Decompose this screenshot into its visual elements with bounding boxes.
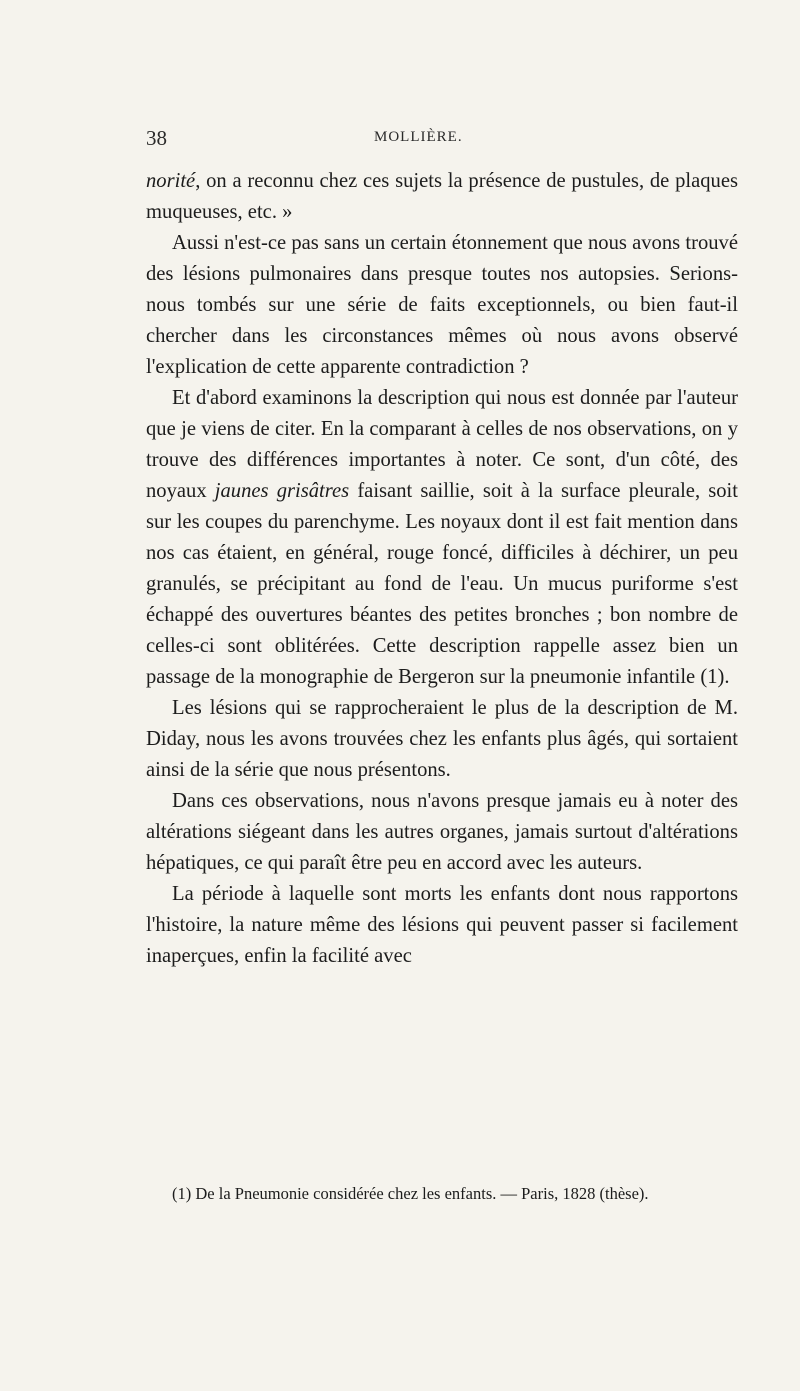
paragraph-4: Les lésions qui se rapprocheraient le plus de la description de M. Diday, nous les avons trouvées chez les enfants plus âgés, qui sortaient ainsi de la série que nous présentons.	[146, 697, 738, 781]
paragraph-3: Et d'abord examinons la description qui nous est donnée par l'auteur que je viens de citer. En la comparant à celles de nos observations, on y trouve des différences importantes à noter. Ce sont, d'un côté, des noyaux jaunes grisâtres faisant saillie, soit à la surface pleurale, soit sur les coupes du parenchyme. Les noyaux dont il est fait mention dans nos cas étaient, en général, rouge foncé, difficiles à déchirer, un peu granulés, se précipitant au fond de l'eau. Un mucus puriforme s'est échappé des ouvertures béantes des petites bronches ; bon nombre de celles-ci sont oblitérées. Cette description rappelle assez bien un passage de la monographie de Bergeron sur la pneumonie infantile (1).	[146, 387, 738, 688]
italic-phrase: jaunes grisâtres	[214, 480, 350, 502]
paragraph-1: norité, on a reconnu chez ces sujets la présence de pustules, de plaques muqueuses, etc. »	[146, 170, 738, 223]
running-head	[146, 126, 738, 150]
page-number: 38	[146, 126, 167, 150]
paragraph-2: Aussi n'est-ce pas sans un certain étonnement que nous avons trouvé des lésions pulmonaires dans presque toutes nos autopsies. Serions-nous tombés sur une série de faits exceptionnels, ou bien faut-il chercher dans les circonstances mêmes où nous avons observé l'explication de cette apparente contradiction ?	[146, 232, 738, 378]
footnote: (1) De la Pneumonie considérée chez les enfants. — Paris, 1828 (thèse).	[172, 1184, 649, 1203]
body-text	[146, 166, 738, 972]
paragraph-5: Dans ces observations, nous n'avons presque jamais eu à noter des altérations siégeant dans les autres organes, jamais surtout d'altérations hépatiques, ce qui paraît être peu en accord avec les auteurs.	[146, 790, 738, 874]
italic-word: norité	[146, 170, 196, 192]
paragraph-6: La période à laquelle sont morts les enfants dont nous rapportons l'histoire, la nature même des lésions qui peuvent passer si facilement inaperçues, enfin la facilité avec	[146, 883, 738, 967]
running-title: MOLLIÈRE.	[374, 129, 463, 145]
